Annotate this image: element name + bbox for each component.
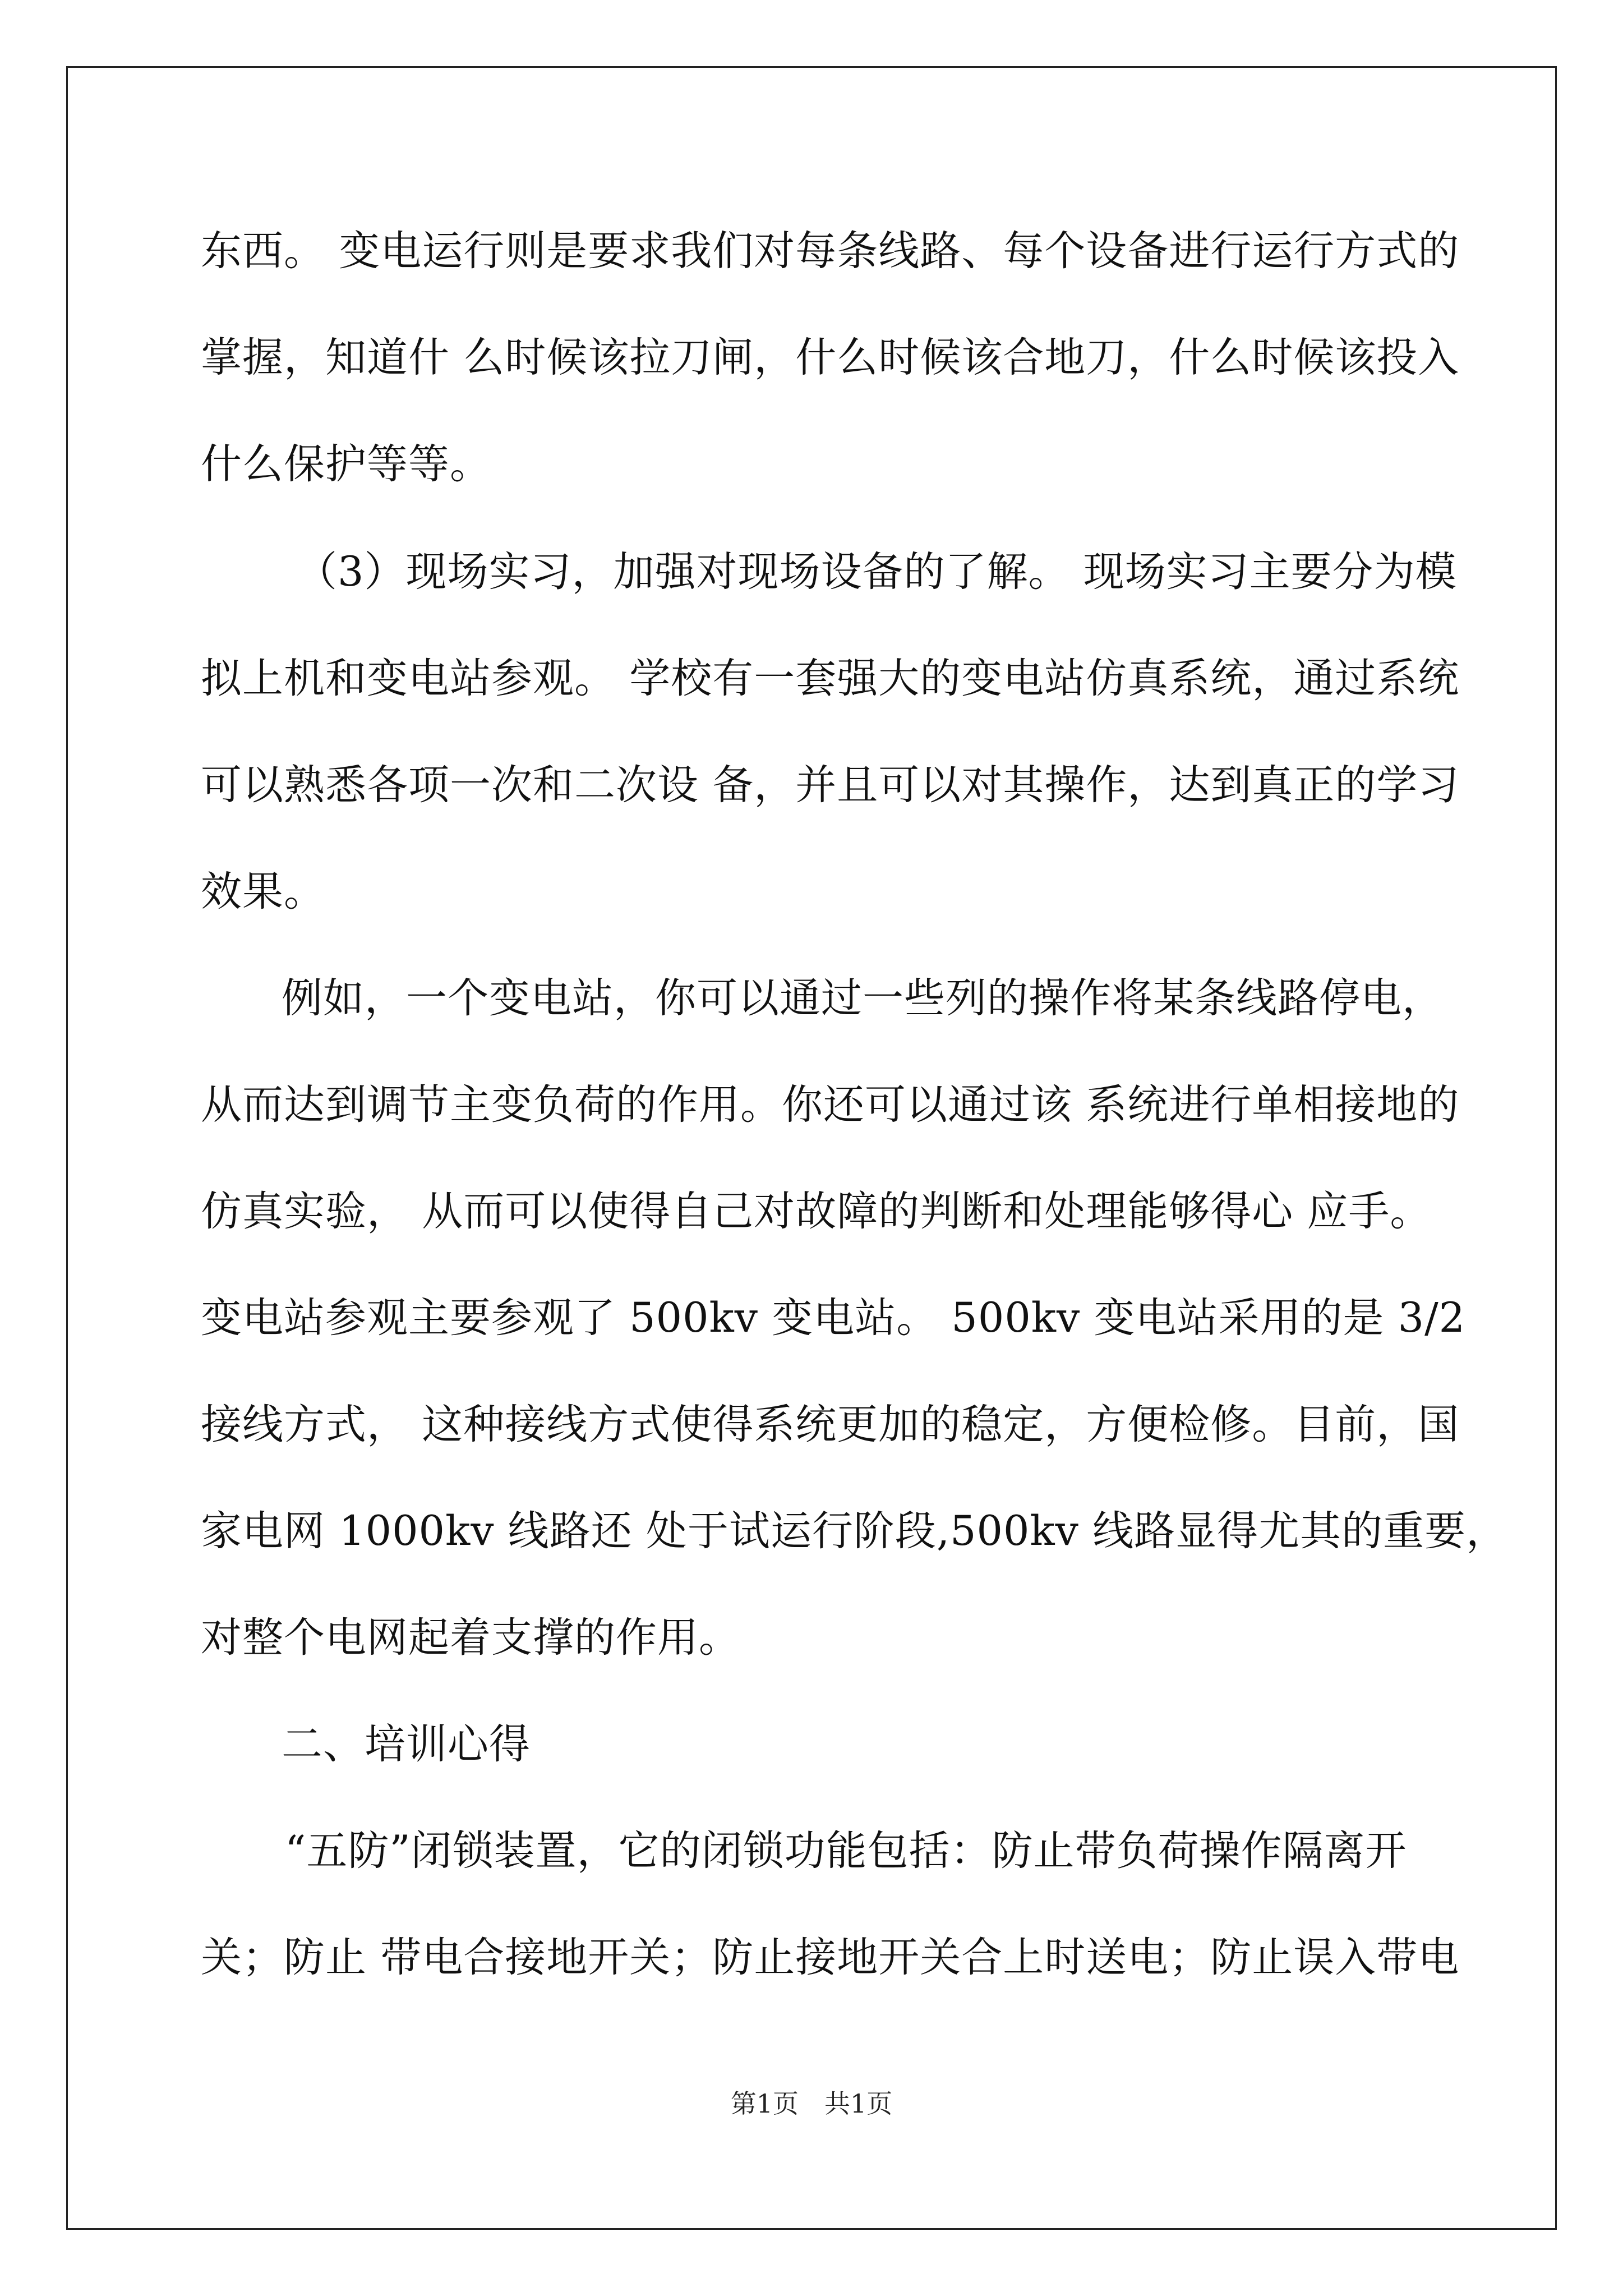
text-line: 例如，一个变电站，你可以通过一些列的操作将某条线路停电， bbox=[282, 974, 1444, 1022]
text-line: “五防”闭锁装置，它的闭锁功能包括：防止带负荷操作隔离开 bbox=[285, 1827, 1407, 1875]
text-line: 东西。 变电运行则是要求我们对每条线路、每个设备进行运行方式的 bbox=[201, 227, 1460, 275]
text-line: （3）现场实习，加强对现场设备的了解。 现场实习主要分为模 bbox=[296, 548, 1457, 596]
page-border bbox=[66, 66, 1557, 2230]
text-line: 什么保护等等。 bbox=[201, 440, 491, 488]
text-line: 关；防止 带电合接地开关；防止接地开关合上时送电；防止误入带电 bbox=[201, 1934, 1460, 1981]
page-number-footer: 第1页 共1页 bbox=[730, 2088, 893, 2119]
text-line: 仿真实验， 从而可以使得自己对故障的判断和处理能够得心 应手。 bbox=[201, 1188, 1432, 1235]
text-line: 效果。 bbox=[201, 868, 325, 915]
text-line: 从而达到调节主变负荷的作用。你还可以通过该 系统进行单相接地的 bbox=[201, 1081, 1460, 1129]
text-line: 拟上机和变电站参观。 学校有一套强大的变电站仿真系统，通过系统 bbox=[201, 655, 1460, 702]
text-line: 可以熟悉各项一次和二次设 备，并且可以对其操作，达到真正的学习 bbox=[201, 761, 1460, 809]
text-line: 家电网 1000kv 线路还 处于试运行阶段,500kv 线路显得尤其的重要， bbox=[201, 1507, 1508, 1555]
text-line: 对整个电网起着支撑的作用。 bbox=[201, 1614, 740, 1662]
text-line: 掌握，知道什 么时候该拉刀闸，什么时候该合地刀，什么时候该投入 bbox=[201, 334, 1460, 381]
text-line: 变电站参观主要参观了 500kv 变电站。 500kv 变电站采用的是 3/2 bbox=[201, 1294, 1466, 1342]
text-line: 接线方式， 这种接线方式使得系统更加的稳定，方便检修。目前，国 bbox=[201, 1401, 1460, 1448]
section-heading: 二、培训心得 bbox=[282, 1720, 531, 1768]
